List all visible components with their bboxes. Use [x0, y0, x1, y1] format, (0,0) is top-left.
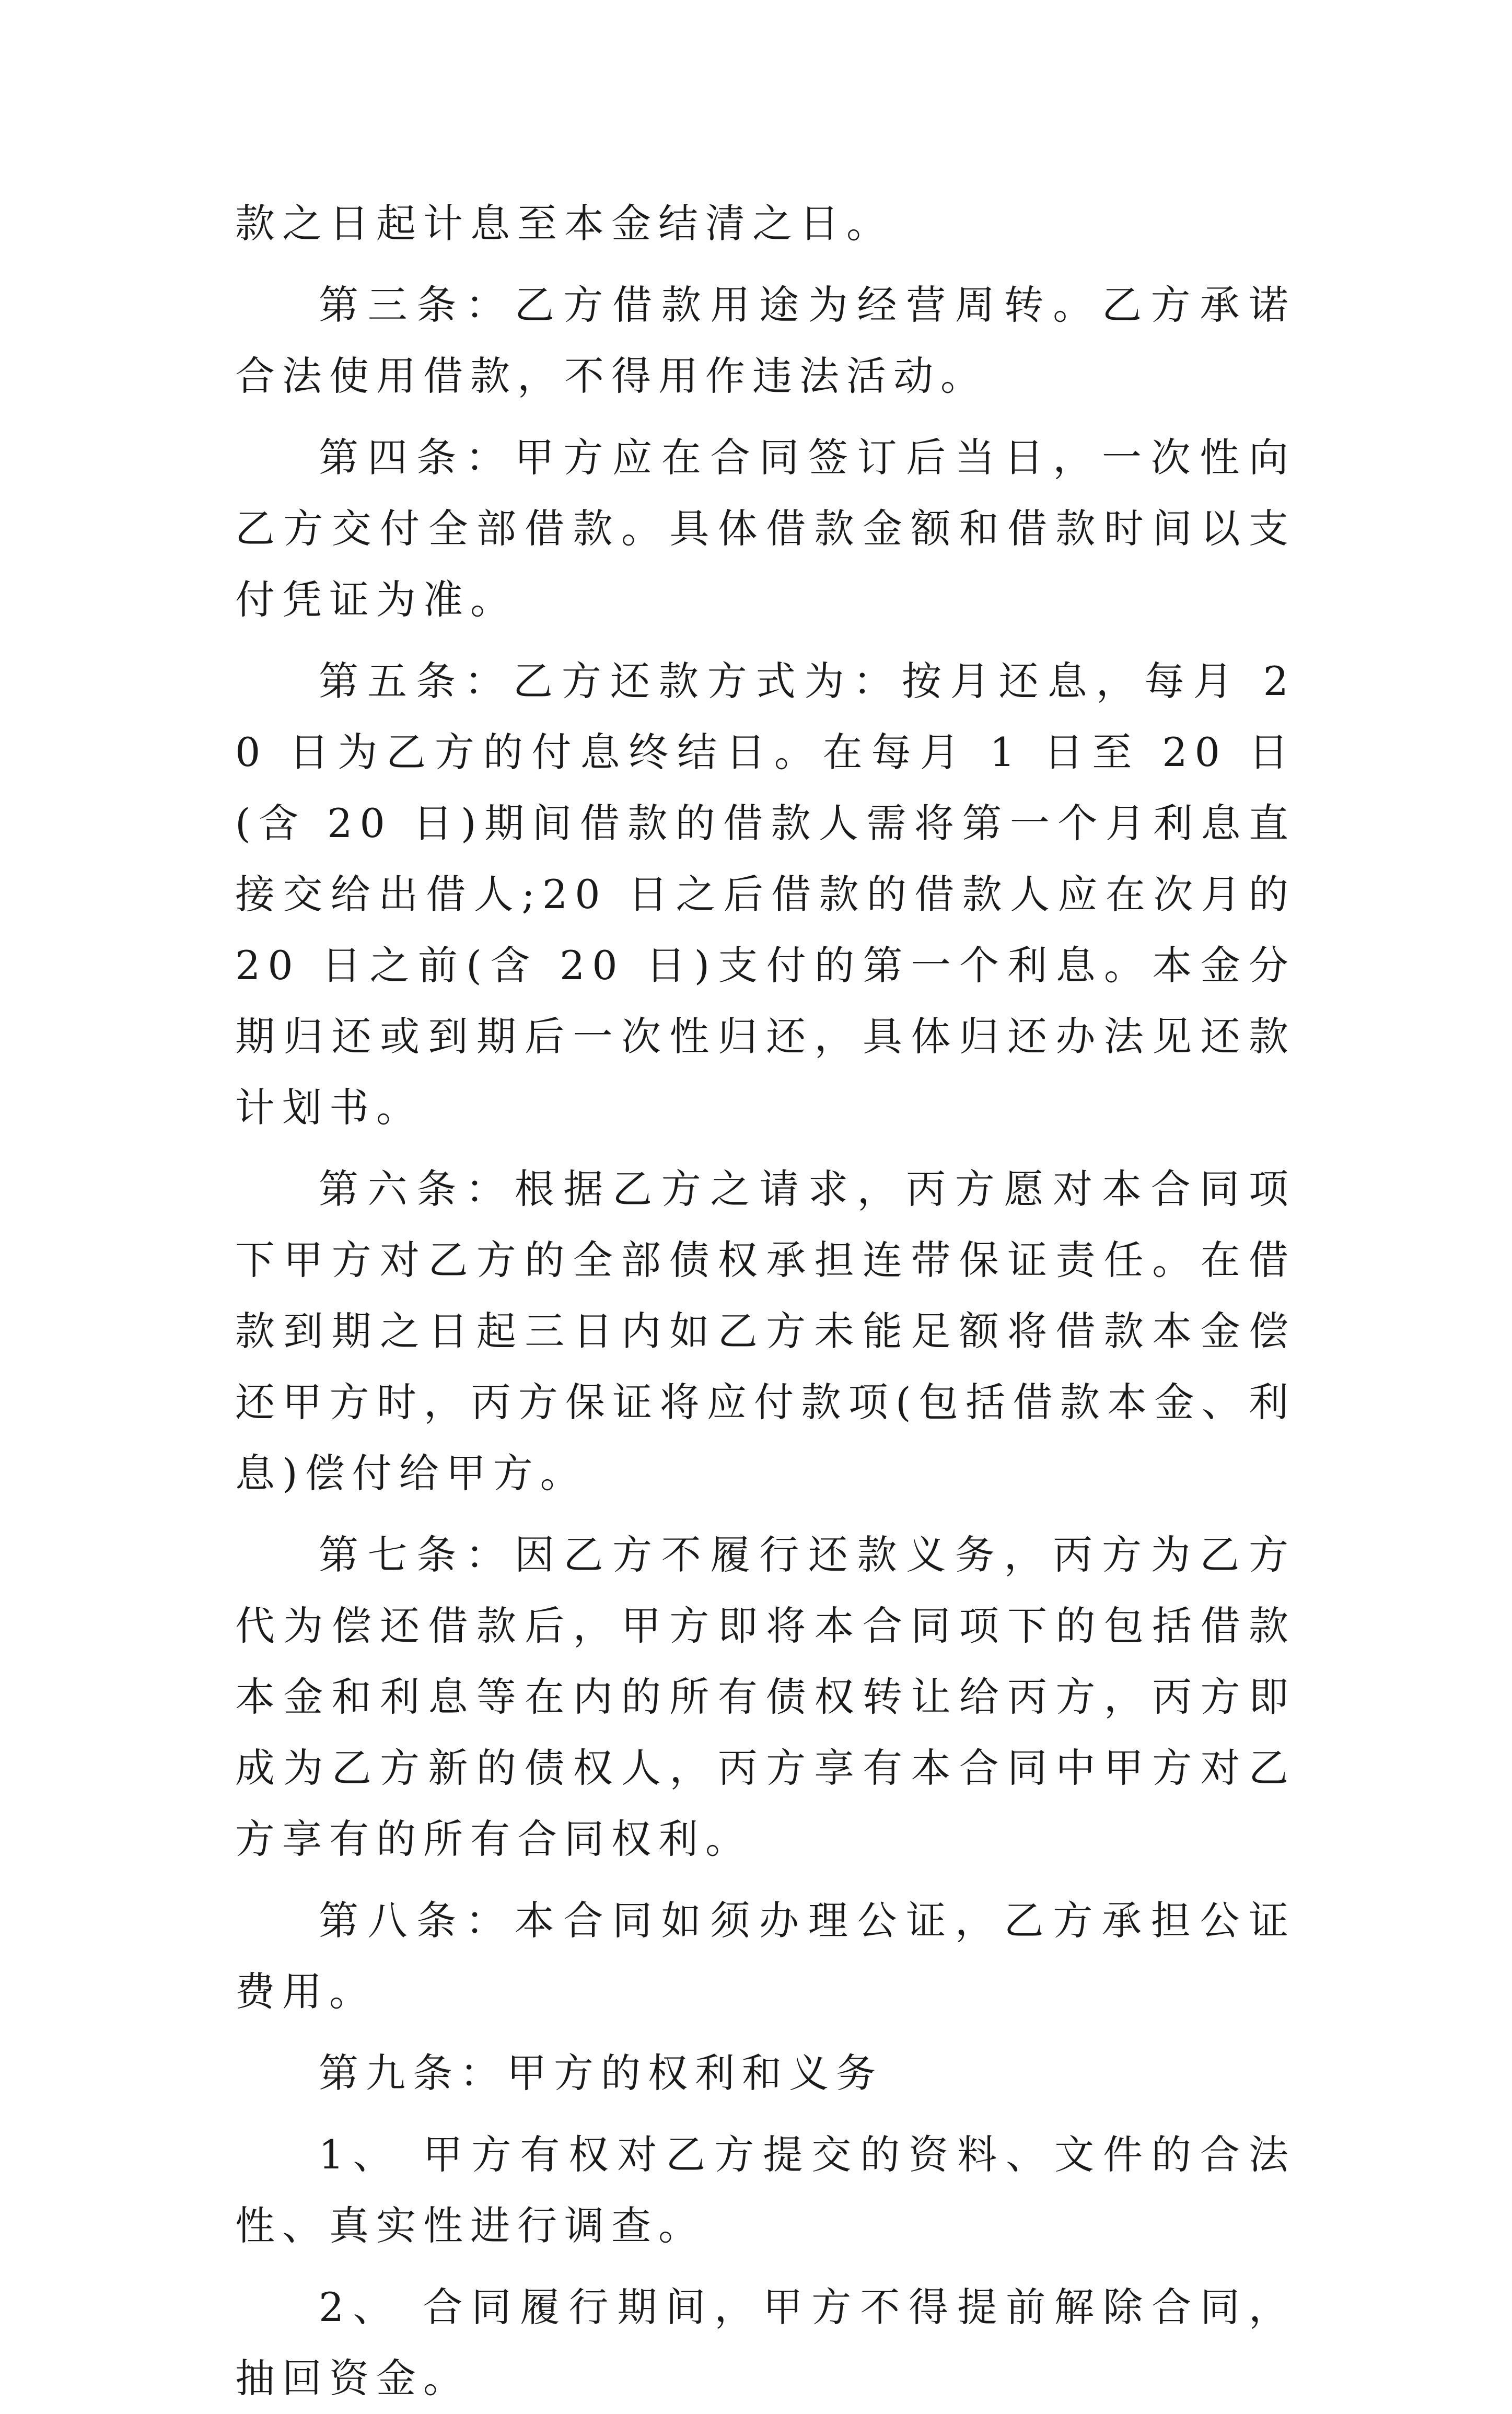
paragraph-article-7: 第七条：因乙方不履行还款义务，丙方为乙方代为偿还借款后，甲方即将本合同项下的包括借款本金和利息等在内的所有债权转让给丙方，丙方即成为乙方新的债权人，丙方享有本合同中甲方对乙方享有的所有合同权利。 [235, 1531, 1296, 1862]
paragraph-article-4: 第四条：甲方应在合同签订后当日，一次性向乙方交付全部借款。具体借款金额和借款时间以支付凭证为准。 [235, 434, 1296, 623]
list-item-1: 1、 甲方有权对乙方提交的资料、文件的合法性、真实性进行调查。 [235, 2131, 1296, 2249]
paragraph-continuation: 款之日起计息至本金结清之日。 [235, 200, 893, 247]
paragraph-article-5: 第五条：乙方还款方式为：按月还息，每月 20 日为乙方的付息终结日。在每月 1 日至 20 日(含 20 日)期间借款的借款人需将第一个月利息直接交给出借人;20 日之后借款的借款人应在次月的 20 日之前(含 20 日)支付的第一个利息。本金分期归还或到期后一次性归还，具体归还办法见还款计划书。 [235, 658, 1296, 1131]
paragraph-article-9-heading: 第九条：甲方的权利和义务 [319, 2050, 883, 2096]
document-page [235, 188, 1296, 2414]
paragraph-article-8: 第八条：本合同如须办理公证，乙方承担公证费用。 [235, 1897, 1296, 2015]
paragraph-article-6: 第六条：根据乙方之请求，丙方愿对本合同项下甲方对乙方的全部债权承担连带保证责任。在借款到期之日起三日内如乙方未能足额将借款本金偿还甲方时，丙方保证将应付款项(包括借款本金、利息)偿付给甲方。 [235, 1166, 1296, 1496]
paragraph-article-3: 第三条：乙方借款用途为经营周转。乙方承诺合法使用借款，不得用作违法活动。 [235, 282, 1296, 399]
list-item-2: 2、 合同履行期间，甲方不得提前解除合同，抽回资金。 [235, 2284, 1296, 2401]
